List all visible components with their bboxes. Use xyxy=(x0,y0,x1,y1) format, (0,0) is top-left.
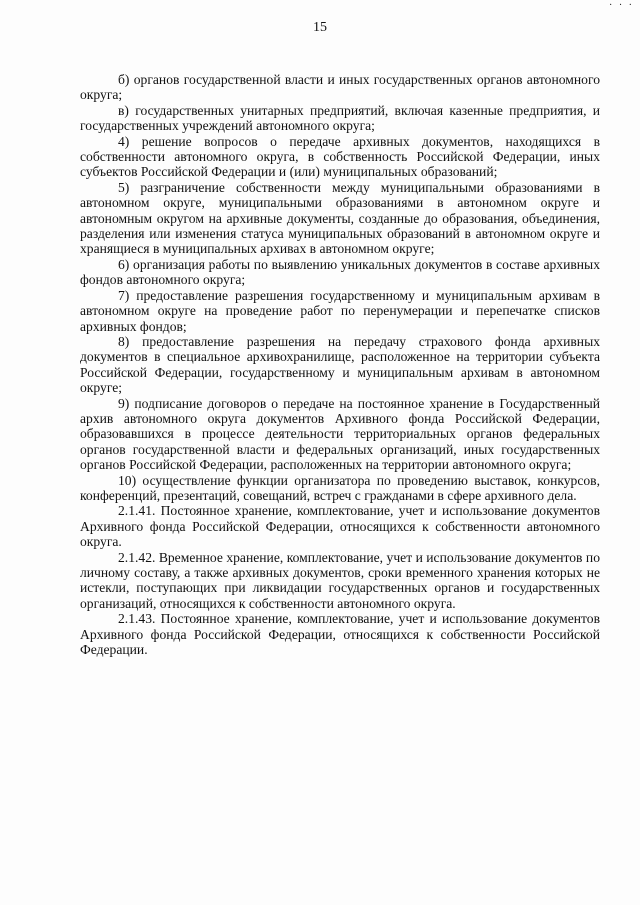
paragraph-10-exhibitions: 10) осуществление функции организатора по проведению выставок, конкурсов, конференций, презентаций, совещаний, встреч с гражданами в сфере архивного дела. xyxy=(80,472,600,503)
paragraph-v-unitary-enterprises: в) государственных унитарных предприятий, включая казенные предприятия, и государственных учреждений автономного округа; xyxy=(80,102,600,134)
paragraph-b-state-bodies: б) органов государственной власти и иных государственных органов автономного округа; xyxy=(80,72,600,103)
paragraph-7-renumbering-permission: 7) предоставление разрешения государственному и муниципальным архивам в автономном округе на проведение работ по перенумерации и перепечатке списков архивных фондов; xyxy=(80,287,600,334)
paragraph-2-1-43: 2.1.43. Постоянное хранение, комплектование, учет и использование документов Архивного фонда Российской Федерации, относящихся к собственности Российской Федерации. xyxy=(80,611,600,658)
paragraph-2-1-42: 2.1.42. Временное хранение, комплектование, учет и использование документов по личному составу, а также архивных документов, сроки временного хранения которых не истекли, поступающих при ликвидации государственных органов и государственных организаций, относящихся к собственности автономного округа. xyxy=(80,549,600,611)
paragraph-5-ownership-division: 5) разграничение собственности между муниципальными образованиями в автономном округе, муниципальными образованиями в автономном округе и автономным округом на архивные документы, созданные до образования, объединения, разделения или изменения статуса муниципальных образований в автономном округе и хранящиеся в муниципальных архивах в автономном округе; xyxy=(80,179,600,257)
paragraph-4-transfer-documents: 4) решение вопросов о передаче архивных документов, находящихся в собственности автономного округа, в собственность Российской Федерации, иных субъектов Российской Федерации и (или) муниципальных образований; xyxy=(80,133,600,180)
paragraph-8-insurance-fund: 8) предоставление разрешения на передачу страхового фонда архивных документов в специальное архивохранилище, расположенное на территории субъекта Российской Федерации, государственному и муниципальным архивам в автономном округе; xyxy=(80,333,600,396)
page-number: 15 xyxy=(313,20,327,35)
scan-edge-mark: · · · xyxy=(609,0,634,11)
paragraph-9-storage-agreements: 9) подписание договоров о передаче на постоянное хранение в Государственный архив автономного округа документов Архивного фонда Российской Федерации, образовавшихся в процессе деятельности территориальных органов федеральных органов государственной власти и федеральных организаций, иных государственных органов Российской Федерации, расположенных на территории автономного округа; xyxy=(80,395,600,473)
paragraph-6-unique-documents: 6) организация работы по выявлению уникальных документов в составе архивных фондов автономного округа; xyxy=(80,256,600,288)
document-body xyxy=(80,72,600,657)
paragraph-2-1-41: 2.1.41. Постоянное хранение, комплектование, учет и использование документов Архивного фонда Российской Федерации, относящихся к собственности автономного округа. xyxy=(80,503,600,550)
